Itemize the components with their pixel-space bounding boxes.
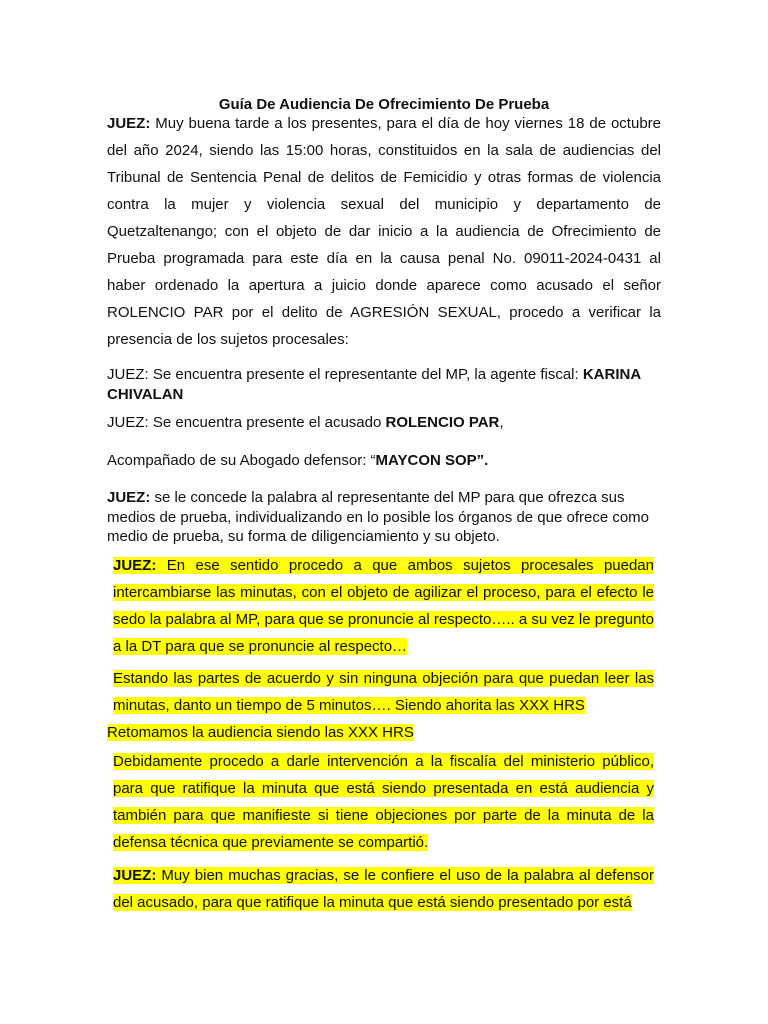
exchange-minutes-paragraph	[113, 552, 654, 660]
prosecution-ratify-paragraph	[113, 748, 654, 856]
prosecutor-name: KARINA CHIVALAN	[107, 366, 641, 403]
reading-time-paragraph	[113, 665, 654, 719]
defense-ratify-text: Muy bien muchas gracias, se le confiere el uso de la palabra al defensor del acusado, para que ratifique la minuta que está siendo presentado por está	[113, 867, 654, 911]
speaker-label: JUEZ:	[113, 557, 157, 574]
defense-ratify-paragraph	[113, 862, 654, 916]
exchange-text: En ese sentido procedo a que ambos sujetos procesales puedan intercambiarse las minutas, con el objeto de agilizar el proceso, para el efecto le sedo la palabra al MP, para que se pronuncie al respecto….. a su vez le pregunto a la DT para que se pronuncie al respecto…	[113, 557, 654, 655]
resume-paragraph	[107, 719, 667, 746]
evidence-paragraph	[107, 488, 661, 547]
intro-paragraph	[107, 110, 661, 353]
document-title: Guía De Audiencia De Ofrecimiento De Prueba	[218, 96, 550, 113]
speaker-label: JUEZ:	[113, 867, 157, 884]
defender-text: Acompañado de su Abogado defensor: “	[107, 452, 376, 469]
accused-tail: ,	[499, 414, 504, 431]
prosecution-ratify-text: Debidamente procedo a darle intervención a la fiscalía del ministerio público, para que ratifique la minuta que está siendo presentada en está audiencia y también para que manifieste si tiene objeciones por parte de la minuta de la defensa técnica que previamente se compartió.	[113, 753, 654, 851]
prosecutor-text: JUEZ: Se encuentra presente el representante del MP, la agente fiscal:	[107, 366, 583, 383]
accused-name: ROLENCIO PAR	[385, 414, 500, 431]
reading-time-text: Estando las partes de acuerdo y sin ninguna objeción para que puedan leer las minutas, danto un tiempo de 5 minutos…. Siendo ahorita las XXX HRS	[113, 670, 654, 714]
highlight	[113, 557, 654, 655]
resume-text: Retomamos la audiencia siendo las XXX HRS	[107, 724, 414, 741]
prosecutor-paragraph	[107, 365, 661, 404]
evidence-text: se le concede la palabra al representante del MP para que ofrezca sus medios de prueba, individualizando en lo posible los órganos de que ofrece como medio de prueba, su forma de diligenciamiento y su objeto.	[107, 489, 650, 545]
accused-text: JUEZ: Se encuentra presente el acusado	[107, 414, 386, 431]
speaker-label: JUEZ:	[107, 115, 151, 132]
defender-paragraph	[107, 451, 661, 471]
intro-text: Muy buena tarde a los presentes, para el día de hoy viernes 18 de octubre del año 2024, siendo las 15:00 horas, constituidos en la sala de audiencias del Tribunal de Sentencia Penal de delitos de Femicidio y otras formas de violencia contra la mujer y violencia sexual del municipio y departamento de Quetzaltenango; con el objeto de dar inicio a la audiencia de Ofrecimiento de Prueba programada para este día en la causa penal No. 09011-2024-0431 al haber ordenado la apertura a juicio donde aparece como acusado el señor ROLENCIO PAR por el delito de AGRESIÓN SEXUAL, procedo a verificar la presencia de los sujetos procesales:	[107, 115, 661, 348]
highlight	[113, 867, 654, 911]
accused-paragraph	[107, 413, 661, 433]
defender-name: MAYCON SOP”.	[375, 452, 489, 469]
speaker-label: JUEZ:	[107, 489, 151, 506]
